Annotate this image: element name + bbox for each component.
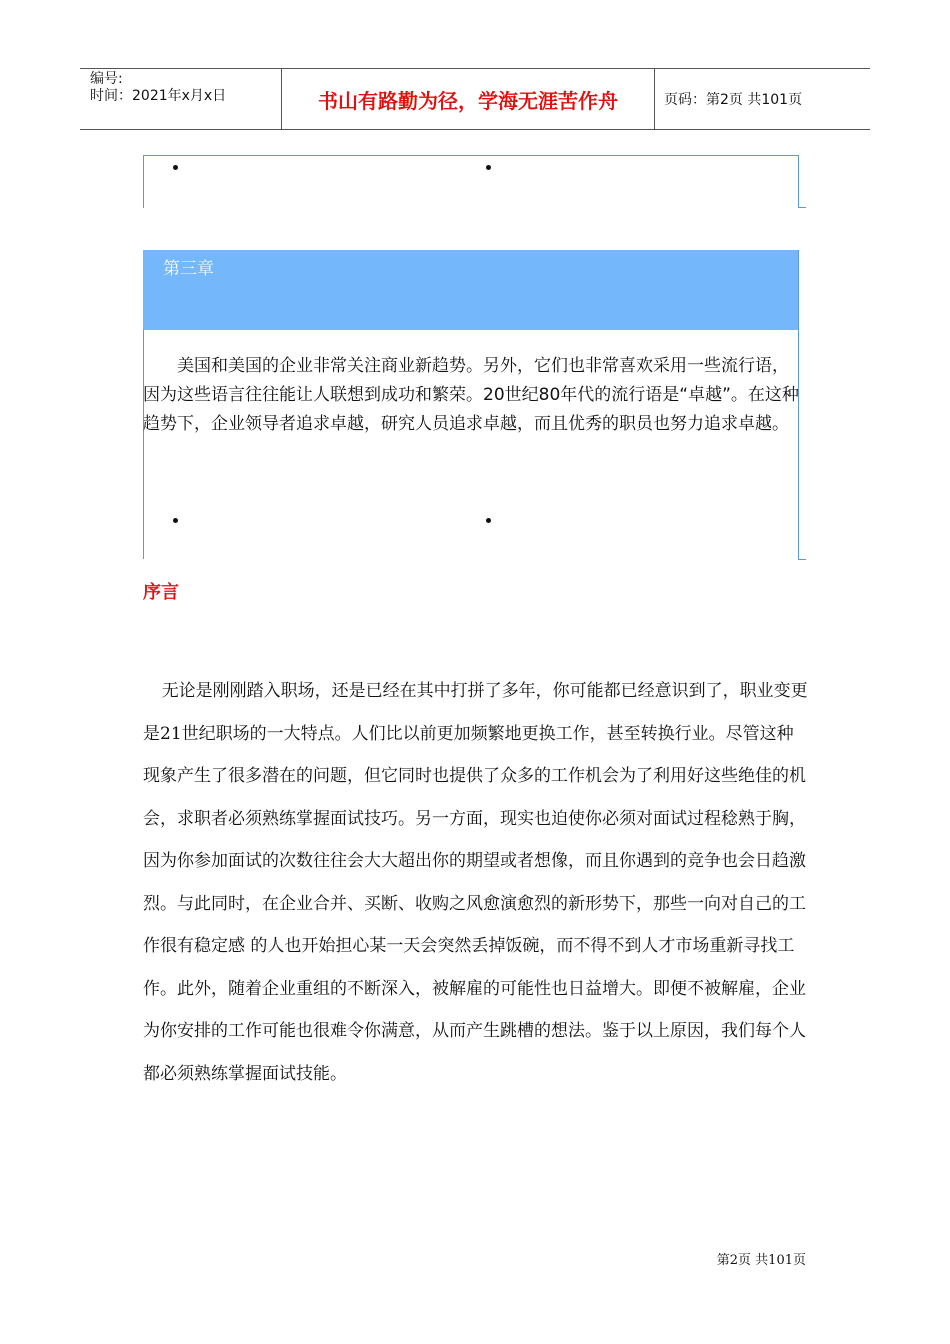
header-page-info: 页码：第2页 共101页 [664, 92, 803, 108]
frame-line [143, 155, 798, 156]
header-meta [90, 71, 280, 105]
intro-paragraph: 美国和美国的企业非常关注商业新趋势。另外，它们也非常喜欢采用一些流行语，因为这些语言往往能让人联想到成功和繁荣。20世纪80年代的流行语是“卓越”。在这种趋势下，企业领导者追求卓越，研究人员追求卓越，而且优秀的职员也努力追求卓越。 [143, 356, 799, 434]
time-label: 时间：2021年x月x日 [90, 88, 227, 104]
frame-line [143, 155, 144, 208]
chapter-banner [143, 250, 798, 330]
chapter-title: 第三章 [163, 259, 214, 279]
intro-text [143, 352, 799, 439]
frame-line [798, 155, 799, 207]
body-paragraph: 无论是刚刚踏入职场，还是已经在其中打拼了多年，你可能都已经意识到了，职业变更是21世纪职场的一大特点。人们比以前更加频繁地更换工作，甚至转换行业。尽管这种现象产生了很多潜在的问题，但它同时也提供了众多的工作机会为了利用好这些绝佳的机会，求职者必须熟练掌握面试技巧。另一方面，现实也迫使你必须对面试过程稔熟于胸，因为你参加面试的次数往往会大大超出你的期望或者想像，而且你遇到的竞争也会日趋激烈。与此同时，在企业合并、买断、收购之风愈演愈烈的新形势下，那些一向对自己的工作很有稳定感 的人也开始担心某一天会突然丢掉饭碗，而不得不到人才市场重新寻找工作。此外，随着企业重组的不断深入，被解雇的可能性也日益增大。即便不被解雇，企业为你安排的工作可能也很难令你满意，从而产生跳槽的想法。鉴于以上原因，我们每个人都必须熟练掌握面试技能。 [143, 681, 808, 1084]
number-label: 编号: [90, 71, 123, 87]
page-header [80, 68, 870, 130]
bullet-dot [486, 518, 491, 523]
bullet-dot [486, 165, 491, 170]
frame-line [798, 559, 806, 560]
bullet-dot [173, 165, 178, 170]
page-footer: 第2页 共101页 [716, 1253, 806, 1268]
header-motto: 书山有路勤为径，学海无涯苦作舟 [318, 88, 618, 113]
top-frame [143, 155, 806, 208]
frame-line [798, 207, 806, 208]
bullet-dot [173, 518, 178, 523]
header-divider [654, 69, 655, 129]
section-title: 序言 [143, 582, 179, 603]
body-text [143, 670, 809, 1095]
